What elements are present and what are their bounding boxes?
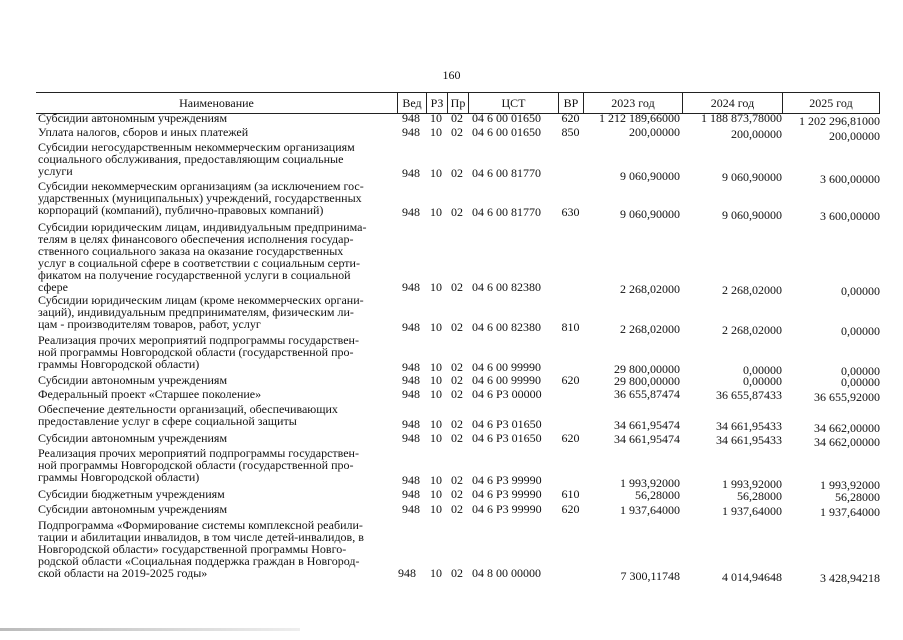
row-2025: 200,00000 (829, 129, 880, 143)
row-vr: 620 (561, 431, 580, 445)
row-2024: 9 060,90000 (722, 170, 782, 184)
row-rz: 10 (430, 487, 442, 501)
row-2023: 2 268,02000 (620, 322, 680, 336)
table-row (36, 502, 880, 519)
row-2025: 1 202 296,81000 (799, 114, 880, 128)
header-ved: Вед (397, 93, 426, 113)
row-rz: 10 (430, 360, 442, 374)
row-ved: 948 (402, 387, 420, 401)
row-name: Субсидии юридическим лицам, индивидуальным предпринима- телям в целях финансового обеспечения исполнения государ- ственного социального заказа на оказание государственных услуг в социальной сфере в соответствии с социальным серти- фикатом на получение государственной услуги в социальной сфере (38, 220, 367, 294)
row-2023: 9 060,90000 (620, 207, 680, 221)
row-pr: 02 (451, 487, 463, 501)
row-2025: 0,00000 (841, 375, 880, 389)
row-2023: 200,00000 (629, 125, 680, 139)
row-2024: 4 014,94648 (722, 570, 782, 584)
row-rz: 10 (430, 280, 442, 294)
row-cst: 04 6 00 82380 (472, 280, 541, 294)
row-rz: 10 (430, 125, 442, 139)
row-2024: 2 268,02000 (722, 323, 782, 337)
row-2025: 36 655,92000 (814, 390, 880, 404)
row-2023: 34 661,95474 (614, 418, 680, 432)
row-2023: 1 937,64000 (620, 503, 680, 517)
row-rz: 10 (430, 417, 442, 431)
row-cst: 04 6 00 01650 (472, 125, 541, 139)
row-2024: 1 188 873,78000 (701, 111, 782, 125)
header-2024: 2024 год (682, 93, 782, 113)
row-rz: 10 (430, 473, 442, 487)
row-name: Субсидии автономным учреждениям (38, 111, 228, 125)
row-2024: 56,28000 (737, 489, 782, 503)
row-name: Реализация прочих мероприятий подпрограммы государствен- ной программы Новгородской области (государственной про- граммы Новгородской области) (38, 446, 359, 484)
scan-edge (0, 628, 300, 631)
table-row (36, 333, 880, 378)
row-2023: 1 993,92000 (620, 476, 680, 490)
row-2025: 0,00000 (841, 364, 880, 378)
row-cst: 04 6 P3 01650 (472, 417, 542, 431)
row-ved: 948 (398, 566, 416, 580)
row-name: Субсидии бюджетным учреждениям (38, 487, 225, 501)
row-2023: 7 300,11748 (620, 569, 680, 583)
row-rz: 10 (430, 502, 442, 516)
row-2024: 0,00000 (743, 374, 782, 388)
page-number: 160 (442, 68, 461, 82)
row-2025: 1 937,64000 (820, 505, 880, 519)
row-name: Субсидии некоммерческим организациям (за исключением гос- ударственных (муниципальных) учреждений, государственных корпораций (компаний), публично-правовых компаний) (38, 179, 364, 217)
row-cst: 04 6 00 99990 (472, 373, 541, 387)
row-ved: 948 (402, 502, 420, 516)
row-ved: 948 (402, 360, 420, 374)
row-pr: 02 (451, 373, 463, 387)
row-ved: 948 (402, 487, 420, 501)
table-row (36, 140, 880, 186)
row-2024: 34 661,95433 (716, 419, 782, 433)
row-cst: 04 6 00 01650 (472, 111, 541, 125)
row-2023: 29 800,00000 (614, 362, 680, 376)
row-vr: 610 (561, 487, 580, 501)
table-row (36, 387, 880, 404)
header-pr: Пр (447, 93, 468, 113)
row-ved: 948 (402, 125, 420, 139)
row-2025: 0,00000 (841, 324, 880, 338)
row-cst: 04 6 P3 99990 (472, 487, 542, 501)
row-pr: 02 (451, 473, 463, 487)
row-ved: 948 (402, 205, 420, 219)
header-vr: ВР (558, 93, 583, 113)
row-2025: 34 662,00000 (814, 435, 880, 449)
table-row (36, 374, 880, 387)
table-row (36, 402, 880, 435)
row-rz: 10 (430, 205, 442, 219)
row-2024: 1 937,64000 (722, 504, 782, 518)
row-rz: 10 (430, 387, 442, 401)
row-2024: 0,00000 (743, 363, 782, 377)
table-row (36, 111, 880, 128)
row-2024: 9 060,90000 (722, 208, 782, 222)
row-vr: 850 (561, 125, 580, 139)
row-rz: 10 (430, 373, 442, 387)
row-ved: 948 (402, 431, 420, 445)
row-pr: 02 (451, 205, 463, 219)
row-2023: 56,28000 (635, 488, 680, 502)
table-row (36, 293, 880, 338)
header-rz: РЗ (426, 93, 447, 113)
row-pr: 02 (451, 417, 463, 431)
row-pr: 02 (451, 387, 463, 401)
table-row (36, 179, 880, 223)
table-row (36, 220, 880, 298)
row-rz: 10 (430, 166, 442, 180)
row-ved: 948 (402, 473, 420, 487)
row-name: Субсидии автономным учреждениям (38, 373, 228, 387)
row-rz: 10 (430, 431, 442, 445)
row-pr: 02 (451, 280, 463, 294)
row-cst: 04 6 00 99990 (472, 360, 541, 374)
row-pr: 02 (451, 111, 463, 125)
row-2025: 56,28000 (835, 490, 880, 504)
row-cst: 04 6 00 81770 (472, 205, 541, 219)
table-row (36, 487, 880, 504)
row-2025: 3 600,00000 (820, 209, 880, 223)
row-2025: 3 428,94218 (820, 571, 880, 585)
row-vr: 620 (561, 373, 580, 387)
row-2024: 36 655,87433 (716, 388, 782, 402)
row-cst: 04 6 00 81770 (472, 166, 541, 180)
row-cst: 04 6 P3 01650 (472, 431, 542, 445)
row-cst: 04 6 00 82380 (472, 320, 541, 334)
row-ved: 948 (402, 166, 420, 180)
row-rz: 10 (430, 566, 442, 580)
row-2024: 1 993,92000 (722, 477, 782, 491)
row-vr: 620 (561, 111, 580, 125)
row-name: Субсидии негосударственным некоммерческим организациям социального обслуживания, предоставляющим социальные услуги (38, 140, 355, 178)
header-2025: 2025 год (782, 93, 880, 113)
table-row (36, 446, 880, 492)
row-name: Обеспечение деятельности организаций, обеспечивающих предоставление услуг в сфере социальной защиты (38, 402, 338, 428)
row-pr: 02 (451, 566, 463, 580)
row-rz: 10 (430, 111, 442, 125)
row-2023: 2 268,02000 (620, 282, 680, 296)
row-name: Субсидии юридическим лицам (кроме некоммерческих органи- заций), индивидуальным предпринимателям, физическим ли- цам - производителям товаров, работ, услуг (38, 293, 364, 331)
row-name: Уплата налогов, сборов и иных платежей (38, 125, 249, 139)
row-2024: 200,00000 (731, 127, 782, 141)
row-2023: 29 800,00000 (614, 374, 680, 388)
header-2023: 2023 год (583, 93, 682, 113)
row-pr: 02 (451, 320, 463, 334)
row-2025: 0,00000 (841, 284, 880, 298)
row-ved: 948 (402, 417, 420, 431)
row-cst: 04 6 P3 00000 (472, 387, 542, 401)
table-row (36, 125, 880, 143)
row-pr: 02 (451, 166, 463, 180)
row-ved: 948 (402, 320, 420, 334)
row-2024: 2 268,02000 (722, 283, 782, 297)
row-pr: 02 (451, 502, 463, 516)
row-2025: 1 993,92000 (820, 478, 880, 492)
row-ved: 948 (402, 111, 420, 125)
row-2023: 36 655,87474 (614, 387, 680, 401)
row-name: Федеральный проект «Старшее поколение» (38, 387, 262, 401)
budget-table (36, 92, 880, 610)
row-vr: 810 (561, 320, 580, 334)
row-vr: 630 (561, 205, 580, 219)
row-2025: 34 662,00000 (814, 421, 880, 435)
row-cst: 04 6 P3 99990 (472, 473, 542, 487)
row-ved: 948 (402, 280, 420, 294)
row-rz: 10 (430, 320, 442, 334)
row-2023: 1 212 189,66000 (599, 111, 680, 125)
row-vr: 620 (561, 502, 580, 516)
header-name: Наименование (179, 96, 254, 110)
row-name: Субсидии автономным учреждениям (38, 502, 228, 516)
row-ved: 948 (402, 373, 420, 387)
row-pr: 02 (451, 431, 463, 445)
row-2023: 9 060,90000 (620, 169, 680, 183)
row-name: Подпрограмма «Формирование системы комплексной реабили- тации и абилитации инвалидов, в том числе детей-инвалидов, в Новгородской области» государственной программы Новго- родской области «Социальная поддержка граждан в Новгород- ской области на 2019-2025 годы» (38, 518, 364, 580)
row-name: Субсидии автономным учреждениям (38, 431, 228, 445)
row-pr: 02 (451, 360, 463, 374)
row-2023: 34 661,95474 (614, 432, 680, 446)
row-2025: 3 600,00000 (820, 172, 880, 186)
row-cst: 04 8 00 00000 (472, 566, 541, 580)
row-2024: 34 661,95433 (716, 433, 782, 447)
row-name: Реализация прочих мероприятий подпрограммы государствен- ной программы Новгородской области (государственной про- граммы Новгородской области) (38, 333, 359, 371)
row-pr: 02 (451, 125, 463, 139)
row-cst: 04 6 P3 99990 (472, 502, 542, 516)
table-row (36, 431, 880, 449)
table-row (36, 519, 880, 585)
header-cst: ЦСТ (468, 93, 558, 113)
